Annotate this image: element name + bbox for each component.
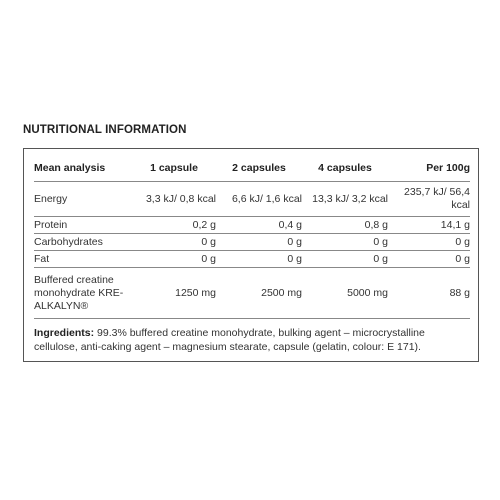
table-cell: 13,3 kJ/ 3,2 kcal — [302, 182, 388, 217]
table-cell: 1250 mg — [132, 268, 216, 319]
row-label: Carbohydrates — [34, 234, 132, 251]
row-label: Buffered creatine monohydrate KRE-ALKALYN® — [34, 268, 132, 319]
column-header: Mean analysis — [34, 155, 132, 182]
row-label: Fat — [34, 251, 132, 268]
table-row — [34, 268, 470, 319]
table-cell: 0 g — [388, 234, 470, 251]
table-cell: 0 g — [216, 234, 302, 251]
ingredients-label: Ingredients: — [34, 327, 95, 339]
table-cell: 0,2 g — [132, 217, 216, 234]
table-cell: 0 g — [132, 251, 216, 268]
nutrition-table — [34, 155, 470, 319]
table-row — [34, 182, 470, 217]
table-cell: 0 g — [216, 251, 302, 268]
column-header: Per 100g — [388, 155, 470, 182]
table-cell: 0,8 g — [302, 217, 388, 234]
column-header: 2 capsules — [216, 155, 302, 182]
ingredients-text — [34, 326, 470, 354]
table-header-row — [34, 155, 470, 182]
table-cell: 0 g — [132, 234, 216, 251]
ingredients-list: 99.3% buffered creatine monohydrate, bulking agent – microcrystalline cellulose, anti-caking agent – magnesium stearate, capsule (gelatin, colour: E 171). — [34, 327, 425, 353]
table-cell: 14,1 g — [388, 217, 470, 234]
column-header: 1 capsule — [132, 155, 216, 182]
table-cell: 0 g — [302, 251, 388, 268]
row-label: Energy — [34, 182, 132, 217]
table-cell: 3,3 kJ/ 0,8 kcal — [132, 182, 216, 217]
table-cell: 88 g — [388, 268, 470, 319]
column-header: 4 capsules — [302, 155, 388, 182]
table-cell: 0 g — [302, 234, 388, 251]
row-label: Protein — [34, 217, 132, 234]
table-row — [34, 217, 470, 234]
table-cell: 0 g — [388, 251, 470, 268]
nutrition-title: NUTRITIONAL INFORMATION — [23, 124, 187, 136]
table-cell: 5000 mg — [302, 268, 388, 319]
table-row — [34, 251, 470, 268]
table-cell: 6,6 kJ/ 1,6 kcal — [216, 182, 302, 217]
table-row — [34, 234, 470, 251]
table-cell: 235,7 kJ/ 56,4 kcal — [388, 182, 470, 217]
table-cell: 2500 mg — [216, 268, 302, 319]
table-cell: 0,4 g — [216, 217, 302, 234]
nutrition-panel — [23, 148, 479, 362]
